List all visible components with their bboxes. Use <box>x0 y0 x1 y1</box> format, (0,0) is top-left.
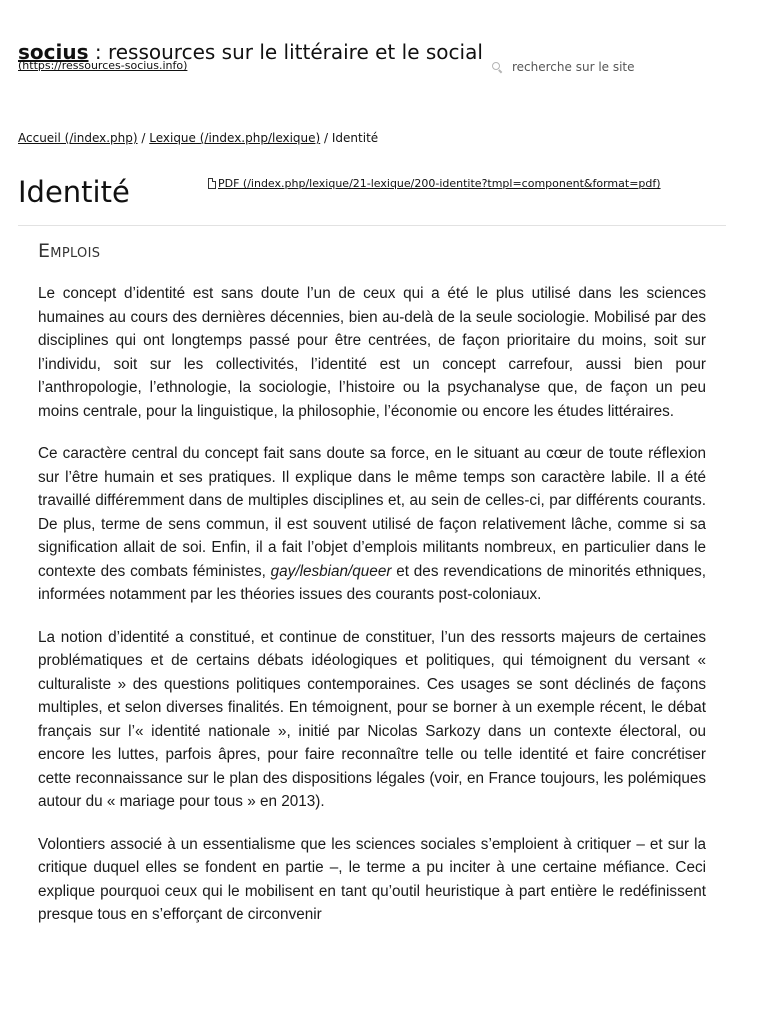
article-paragraph: Le concept d’identité est sans doute l’un de ceux qui a été le plus utilisé dans les sciences humaines au cours des dernières décennies, bien au-delà de la seule sociologie. Mobilisé par des disciplines qui ont longtemps passé pour être centrées, de façon prioritaire du moins, soit sur l’individu, soit sur les collectivités, l’identité est un concept carrefour, aussi bien pour l’anthropologie, l’ethnologie, la sociologie, l’histoire ou la psychanalyse que, de façon un peu moins centrale, pour la linguistique, la philosophie, l’économie ou encore les études littéraires. <box>38 285 706 420</box>
breadcrumb-separator: / <box>320 131 332 145</box>
site-brand-link[interactable]: socius <box>18 40 89 64</box>
paragraph-text: Ce caractère central du concept fait sans doute sa force, en le situant au cœur de toute réflexion sur l’être humain et ses pratiques. Il explique dans le même temps son caractère labile. Il a été travaillé différemment dans de multiples disciplines et, au sein de celles-ci, par différents courants. De plus, terme de sens commun, il est souvent utilisé de façon relativement lâche, comme si sa signification allait de soi. Enfin, il a fait l’objet d’emplois militants nombreux, en particulier dans le contexte des combats féministes, <box>38 445 706 580</box>
site-title-separator: : <box>88 40 108 64</box>
pdf-link-label: PDF (/index.php/lexique/21-lexique/200-identite?tmpl=component&format=pdf) <box>218 177 661 190</box>
pdf-link[interactable] <box>208 177 661 190</box>
breadcrumb-lexique-link[interactable]: Lexique (/index.php/lexique) <box>149 131 321 145</box>
search-icon[interactable] <box>492 62 502 72</box>
search-box <box>492 60 712 74</box>
article-paragraph: Volontiers associé à un essentialisme que les sciences sociales s’emploient à critiquer – et sur la critique duquel elles se fondent en partie –, le terme a pu inciter à une certaine méfiance. Ceci explique pourquoi ceux qui le mobilisent en tant qu’outil heuristique à part entière le redéfinissent presque tous en s’efforçant de circonvenir <box>38 835 706 923</box>
site-header <box>18 40 758 72</box>
article-body <box>38 282 706 946</box>
site-url-link[interactable]: (https://ressources-socius.info) <box>18 59 188 72</box>
pdf-file-icon <box>208 178 216 189</box>
paragraph-text: et des revendications de minorités ethniques, informées notamment par les théories issues des courants post-coloniaux. <box>38 562 706 603</box>
breadcrumb-separator: / <box>137 131 150 145</box>
site-tagline: ressources sur le littéraire et le social <box>107 40 483 64</box>
article-paragraph <box>38 442 706 607</box>
emphasized-term: gay/lesbian/queer <box>270 562 392 580</box>
title-divider <box>18 225 726 226</box>
page-title: Identité <box>18 175 130 209</box>
breadcrumb <box>18 131 378 145</box>
breadcrumb-current: Identité <box>331 131 379 145</box>
section-heading: Emplois <box>38 240 101 262</box>
breadcrumb-home-link[interactable]: Accueil (/index.php) <box>18 131 138 145</box>
search-input[interactable] <box>512 60 712 74</box>
article-paragraph: La notion d’identité a constitué, et continue de constituer, l’un des ressorts majeurs de certaines problématiques et de certains débats idéologiques et politiques, qui témoignent du versant « culturaliste » des questions politiques contemporaines. Ces usages se sont déclinés de façons multiples, et selon diverses finalités. En témoignent, pour se borner à un exemple récent, le débat français sur l’« identité nationale », initié par Nicolas Sarkozy dans un contexte électoral, ou encore les luttes, parfois âpres, pour faire reconnaître telle ou telle identité et faire concrétiser cette reconnaissance sur le plan des dispositions légales (voir, en France toujours, les polémiques autour du « mariage pour tous » en 2013). <box>38 628 706 810</box>
